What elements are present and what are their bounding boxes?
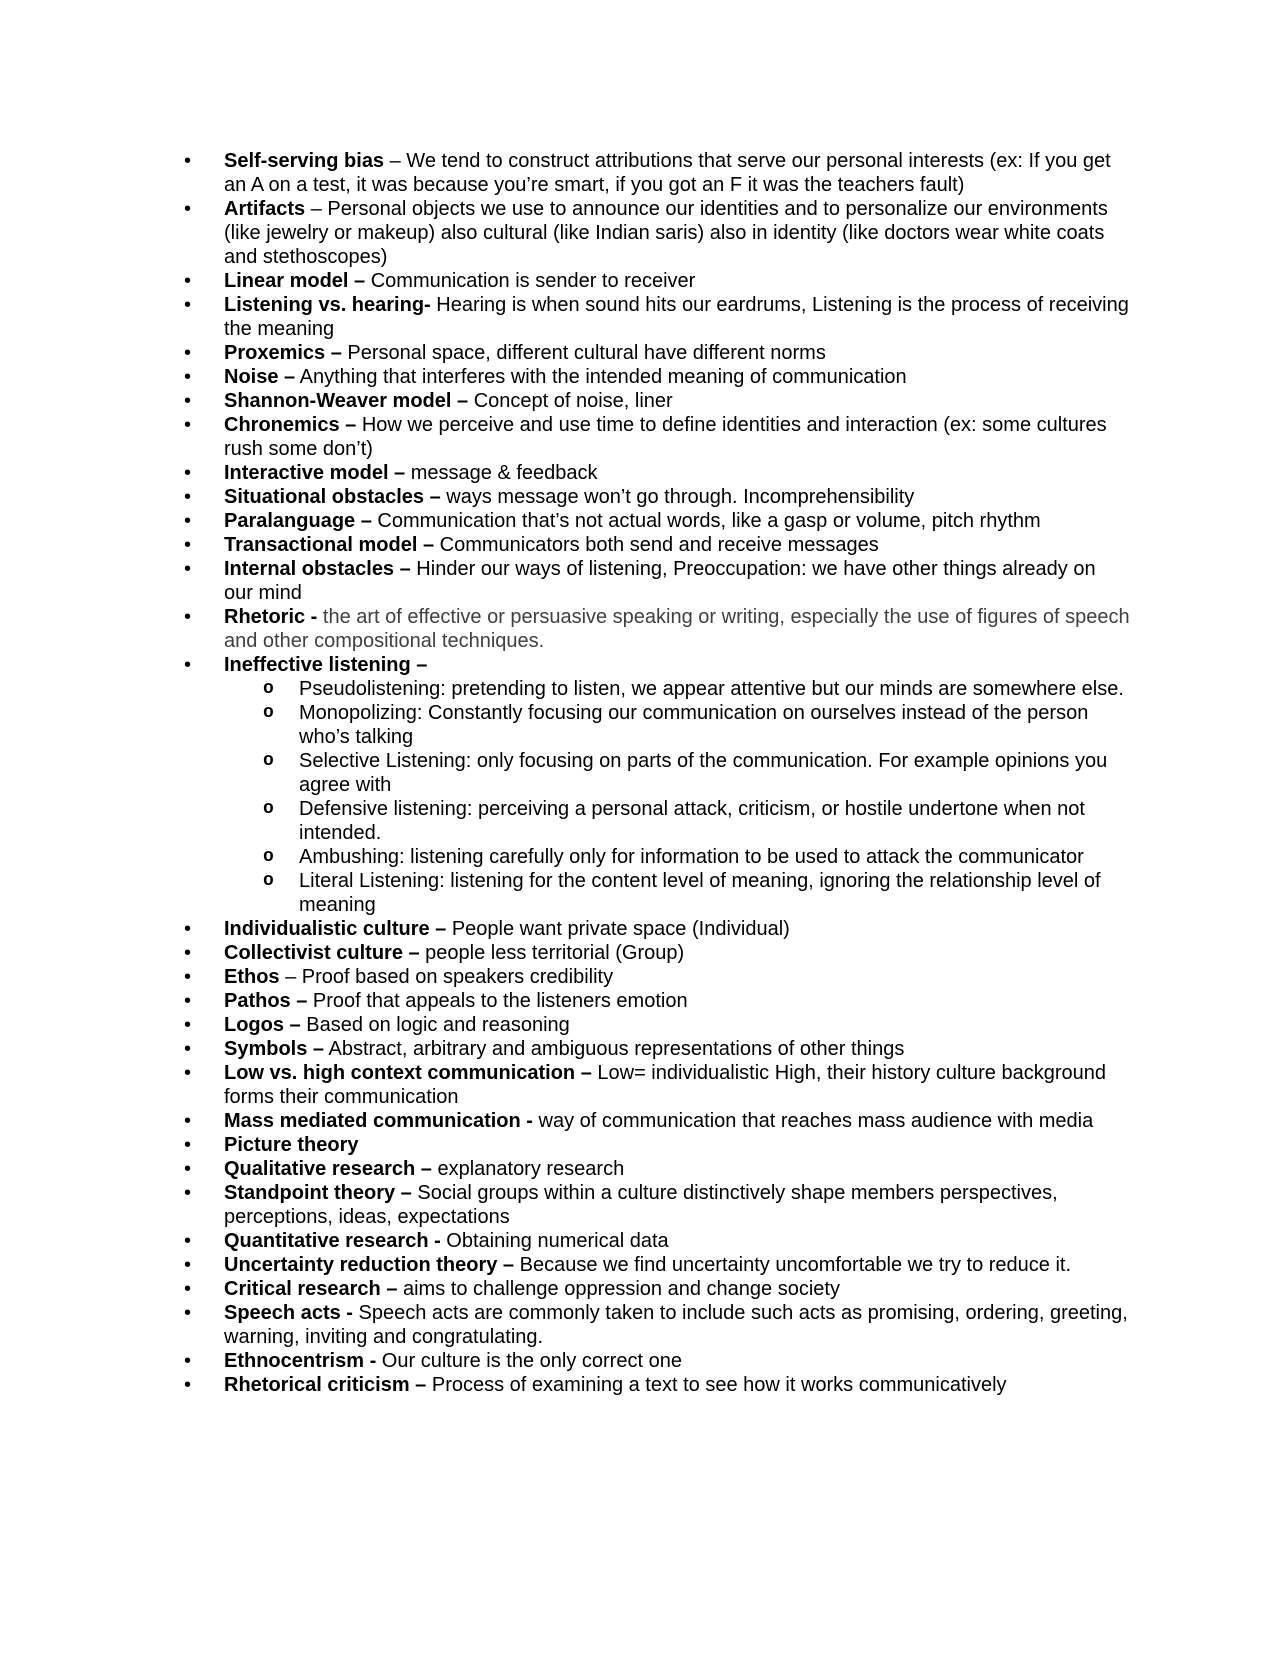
term-label: Artifacts [224, 198, 306, 220]
sub-list-item [0, 845, 1280, 869]
sub-item-text: Literal Listening: listening for the content level of meaning, ignoring the relationship level of meaning [299, 870, 1101, 916]
list-item [0, 389, 1280, 413]
term-label: Paralanguage – [224, 510, 372, 532]
list-item [0, 149, 1280, 197]
list-item [0, 485, 1280, 509]
bullet-icon: • [184, 1278, 192, 1300]
list-item [0, 461, 1280, 485]
sub-bullet-icon: o [263, 847, 274, 867]
sub-list-item [0, 749, 1280, 797]
term-definition: way of communication that reaches mass audience with media [532, 1110, 1094, 1132]
list-item [0, 365, 1280, 389]
list-item [0, 1133, 1280, 1157]
list-item [0, 1373, 1280, 1397]
bullet-icon: • [184, 918, 192, 940]
list-item [0, 1181, 1280, 1229]
term-label: Low vs. high context communication – [224, 1062, 592, 1084]
term-label: Quantitative research - [224, 1230, 441, 1252]
bullet-icon: • [184, 1350, 192, 1372]
term-label: Rhetoric - [224, 606, 318, 628]
term-definition: How we perceive and use time to define identities and interaction (ex: some cultures rush some don’t) [224, 414, 1107, 460]
term-label: Logos – [224, 1014, 301, 1036]
term-label: Ethos [224, 966, 280, 988]
list-item [0, 341, 1280, 365]
list-item [0, 989, 1280, 1013]
bullet-icon: • [184, 1110, 192, 1132]
term-label: Situational obstacles – [224, 486, 441, 508]
list-item [0, 1229, 1280, 1253]
bullet-icon: • [184, 606, 192, 628]
sub-bullet-icon: o [263, 703, 274, 723]
term-definition: message & feedback [405, 462, 598, 484]
term-definition: explanatory research [431, 1158, 625, 1180]
sub-bullet-icon: o [263, 679, 274, 699]
bullet-icon: • [184, 198, 192, 220]
list-item [0, 941, 1280, 965]
term-label: Interactive model – [224, 462, 406, 484]
sub-item-text: Selective Listening: only focusing on parts of the communication. For example opinions you agree with [299, 750, 1108, 796]
list-item [0, 917, 1280, 941]
list-item [0, 533, 1280, 557]
list-item [0, 1037, 1280, 1061]
list-item [0, 269, 1280, 293]
term-label: Qualitative research – [224, 1158, 432, 1180]
bullet-icon: • [184, 1254, 192, 1276]
bullet-icon: • [184, 990, 192, 1012]
list-item [0, 1061, 1280, 1109]
term-definition: Communicators both send and receive messages [434, 534, 879, 556]
bullet-icon: • [184, 1062, 192, 1084]
bullet-icon: • [184, 462, 192, 484]
term-definition: Low= individualistic High, their history culture background forms their communication [224, 1062, 1106, 1108]
bullet-icon: • [184, 966, 192, 988]
bullet-icon: • [184, 294, 192, 316]
sub-list-item [0, 797, 1280, 845]
term-label: Picture theory [224, 1134, 359, 1156]
term-definition: People want private space (Individual) [446, 918, 790, 940]
term-definition: – Proof based on speakers credibility [279, 966, 614, 988]
term-label: Pathos – [224, 990, 308, 1012]
term-label: Critical research – [224, 1278, 398, 1300]
term-label: Rhetorical criticism – [224, 1374, 427, 1396]
bullet-icon: • [184, 1134, 192, 1156]
term-definition: Obtaining numerical data [440, 1230, 669, 1252]
term-definition: Personal space, different cultural have different norms [341, 342, 826, 364]
term-definition: Anything that interferes with the intended meaning of communication [295, 366, 907, 388]
term-label: Collectivist culture – [224, 942, 420, 964]
term-definition: Because we find uncertainty uncomfortable we try to reduce it. [514, 1254, 1072, 1276]
bullet-icon: • [184, 1230, 192, 1252]
ineffective-listening-sublist [0, 677, 1280, 917]
sub-list-item [0, 869, 1280, 917]
term-label: Noise – [224, 366, 296, 388]
term-label: Individualistic culture – [224, 918, 447, 940]
term-label: Mass mediated communication - [224, 1110, 533, 1132]
list-item [0, 413, 1280, 461]
term-definition: Based on logic and reasoning [300, 1014, 570, 1036]
bullet-icon: • [184, 150, 192, 172]
sub-item-text: Defensive listening: perceiving a personal attack, criticism, or hostile undertone when not intended. [299, 798, 1085, 844]
sub-bullet-icon: o [263, 751, 274, 771]
list-item [0, 293, 1280, 341]
term-definition: Process of examining a text to see how it works communicatively [426, 1374, 1007, 1396]
bullet-icon: • [184, 942, 192, 964]
term-label: Internal obstacles – [224, 558, 411, 580]
sublist-container [0, 677, 1280, 917]
list-item [0, 197, 1280, 269]
bullet-icon: • [184, 1158, 192, 1180]
bullet-icon: • [184, 1038, 192, 1060]
bullet-icon: • [184, 1182, 192, 1204]
term-label: Ethnocentrism - [224, 1350, 377, 1372]
sub-item-text: Ambushing: listening carefully only for information to be used to attack the communicator [299, 846, 1084, 868]
term-definition: Proof that appeals to the listeners emotion [307, 990, 688, 1012]
list-item [0, 1349, 1280, 1373]
bullet-icon: • [184, 534, 192, 556]
bullet-icon: • [184, 366, 192, 388]
term-definition: Hinder our ways of listening, Preoccupation: we have other things already on our mind [224, 558, 1096, 604]
terms-list [0, 149, 1280, 1397]
term-definition: Abstract, arbitrary and ambiguous representations of other things [324, 1038, 905, 1060]
sub-bullet-icon: o [263, 799, 274, 819]
list-item [0, 509, 1280, 533]
term-label: Uncertainty reduction theory – [224, 1254, 515, 1276]
list-item [0, 1253, 1280, 1277]
bullet-icon: • [184, 1014, 192, 1036]
bullet-icon: • [184, 270, 192, 292]
bullet-icon: • [184, 342, 192, 364]
list-item [0, 1301, 1280, 1349]
term-label: Shannon-Weaver model – [224, 390, 469, 412]
term-definition: – Personal objects we use to announce our identities and to personalize our environments (like jewelry or makeup) also cultural (like Indian saris) also in identity (like doctors wear white coats and stethoscopes) [224, 198, 1108, 268]
sub-list-item [0, 677, 1280, 701]
term-label: Ineffective listening – [224, 654, 428, 676]
term-definition: the art of effective or persuasive speaking or writing, especially the use of figures of speech and other compositional techniques. [224, 606, 1130, 652]
term-definition: Our culture is the only correct one [376, 1350, 682, 1372]
term-label: Proxemics – [224, 342, 342, 364]
bullet-icon: • [184, 558, 192, 580]
term-label: Speech acts - [224, 1302, 353, 1324]
bullet-icon: • [184, 654, 192, 676]
term-label: Standpoint theory – [224, 1182, 412, 1204]
list-item [0, 1109, 1280, 1133]
sub-list-item [0, 701, 1280, 749]
term-definition: Concept of noise, liner [468, 390, 673, 412]
bullet-icon: • [184, 486, 192, 508]
bullet-icon: • [184, 414, 192, 436]
sub-item-text: Pseudolistening: pretending to listen, we appear attentive but our minds are somewhere else. [299, 678, 1124, 700]
term-definition: – We tend to construct attributions that serve our personal interests (ex: If you get an A on a test, it was because you’re smart, if you got an F it was the teachers fault) [224, 150, 1111, 196]
list-item [0, 557, 1280, 605]
term-label: Self-serving bias [224, 150, 385, 172]
term-label: Chronemics – [224, 414, 357, 436]
term-definition: Communication that’s not actual words, like a gasp or volume, pitch rhythm [371, 510, 1041, 532]
term-definition: Social groups within a culture distinctively shape members perspectives, perceptions, ideas, expectations [224, 1182, 1058, 1228]
bullet-icon: • [184, 1302, 192, 1324]
term-definition: aims to challenge oppression and change society [397, 1278, 840, 1300]
term-label: Symbols – [224, 1038, 325, 1060]
term-definition: Hearing is when sound hits our eardrums, Listening is the process of receiving the meaning [224, 294, 1129, 340]
term-definition: Communication is sender to receiver [365, 270, 696, 292]
bullet-icon: • [184, 1374, 192, 1396]
term-definition: Speech acts are commonly taken to include such acts as promising, ordering, greeting, warning, inviting and congratulating. [224, 1302, 1128, 1348]
term-label: Linear model – [224, 270, 366, 292]
list-item [0, 965, 1280, 989]
sub-item-text: Monopolizing: Constantly focusing our communication on ourselves instead of the person who’s talking [299, 702, 1089, 748]
sub-bullet-icon: o [263, 871, 274, 891]
list-item [0, 605, 1280, 653]
list-item [0, 1157, 1280, 1181]
list-item-ineffective-listening [0, 653, 1280, 677]
term-definition: people less territorial (Group) [419, 942, 685, 964]
term-label: Listening vs. hearing- [224, 294, 431, 316]
list-item [0, 1277, 1280, 1301]
list-item [0, 1013, 1280, 1037]
bullet-icon: • [184, 390, 192, 412]
term-label: Transactional model – [224, 534, 435, 556]
bullet-icon: • [184, 510, 192, 532]
term-definition: ways message won’t go through. Incomprehensibility [440, 486, 915, 508]
